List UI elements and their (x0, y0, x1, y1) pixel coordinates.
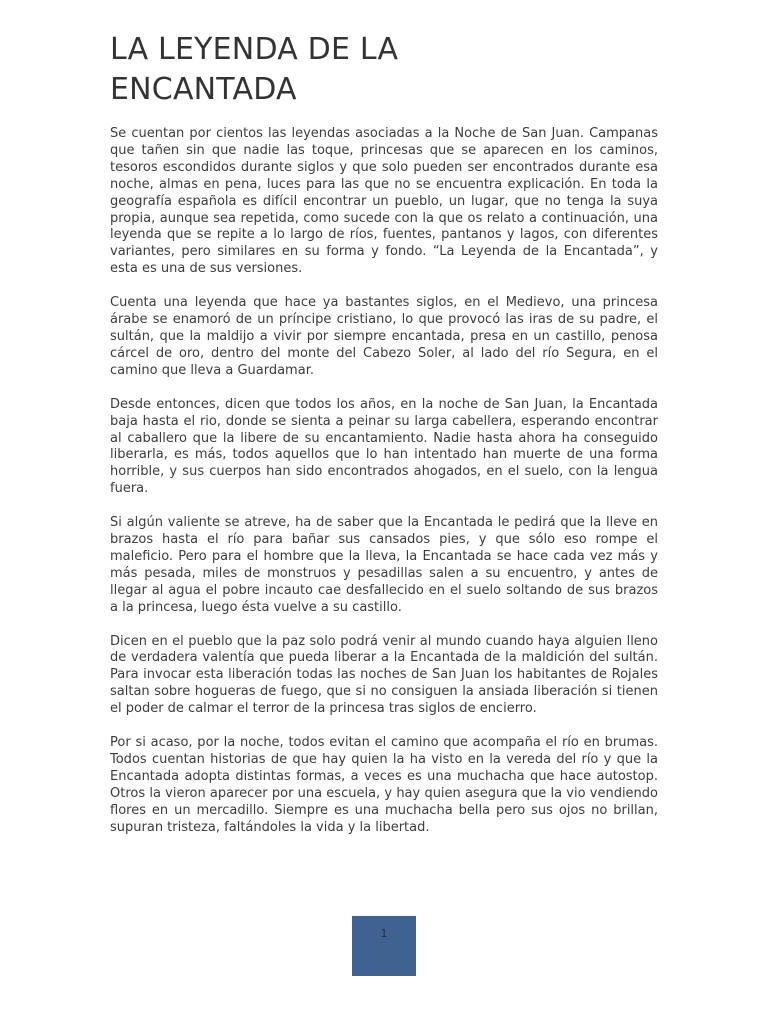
page-number-box (352, 916, 416, 976)
document-page (110, 30, 658, 854)
paragraph-5: Dicen en el pueblo que la paz solo podrá venir al mundo cuando haya alguien lleno de verdadera valentía que pueda liberar a la Encantada de la maldición del sultán. Para invocar esta liberación todas las noches de San Juan los habitantes de Rojales saltan sobre hogueras de fuego, que si no consiguen la ansiada liberación si tienen el poder de calmar el terror de la princesa tras siglos de encierro. (110, 633, 658, 717)
paragraph-6: Por si acaso, por la noche, todos evitan el camino que acompaña el río en brumas. Todos cuentan historias de que hay quien la ha visto en la vereda del río y que la Encantada adopta distintas formas, a veces es una muchacha que hace autostop. Otros la vieron aparecer por una escuela, y hay quien asegura que la vio vendiendo flores en un mercadillo. Siempre es una muchacha bella pero sus ojos no brillan, supuran tristeza, faltándoles la vida y la libertad. (110, 735, 658, 835)
document-title (110, 30, 658, 110)
paragraph-1: Se cuentan por cientos las leyendas asociadas a la Noche de San Juan. Campanas que tañen sin que nadie las toque, princesas que se aparecen en los caminos, tesoros escondidos durante siglos y que solo pueden ser encontrados durante esa noche, almas en pena, luces para las que no se encuentra explicación. En toda la geografía española es difícil encontrar un pueblo, un lugar, que no tenga la suya propia, aunque sea repetida, como sucede con la que os relato a continuación, una leyenda que se repite a lo largo de ríos, fuentes, pantanos y lagos, con diferentes variantes, pero similares en su forma y fondo. “La Leyenda de la Encantada”, y esta es una de sus versiones. (110, 126, 658, 277)
title-line-1: LA LEYENDA DE LA (110, 32, 399, 67)
page-number: 1 (380, 927, 388, 940)
document-body (110, 126, 658, 837)
title-line-2: ENCANTADA (110, 72, 297, 107)
paragraph-2: Cuenta una leyenda que hace ya bastantes siglos, en el Medievo, una princesa árabe se enamoró de un príncipe cristiano, lo que provocó las iras de su padre, el sultán, que la maldijo a vivir por siempre encantada, presa en un castillo, penosa cárcel de oro, dentro del monte del Cabezo Soler, al lado del río Segura, en el camino que lleva a Guardamar. (110, 295, 658, 378)
paragraph-4: Si algún valiente se atreve, ha de saber que la Encantada le pedirá que la lleve en brazos hasta el río para bañar sus cansados pies, y que sólo eso rompe el maleficio. Pero para el hombre que la lleva, la Encantada se hace cada vez más y más pesada, miles de monstruos y pesadillas salen a su encuentro, y antes de llegar al agua el pobre incauto cae desfallecido en el suelo soltando de sus brazos a la princesa, luego ésta vuelve a su castillo. (110, 515, 658, 615)
paragraph-3: Desde entonces, dicen que todos los años, en la noche de San Juan, la Encantada baja hasta el rio, donde se sienta a peinar su larga cabellera, esperando encontrar al caballero que la libere de su encantamiento. Nadie hasta ahora ha conseguido liberarla, es más, todos aquellos que lo han intentado han muerte de una forma horrible, y sus cuerpos han sido encontrados ahogados, en el suelo, con la lengua fuera. (110, 396, 658, 497)
